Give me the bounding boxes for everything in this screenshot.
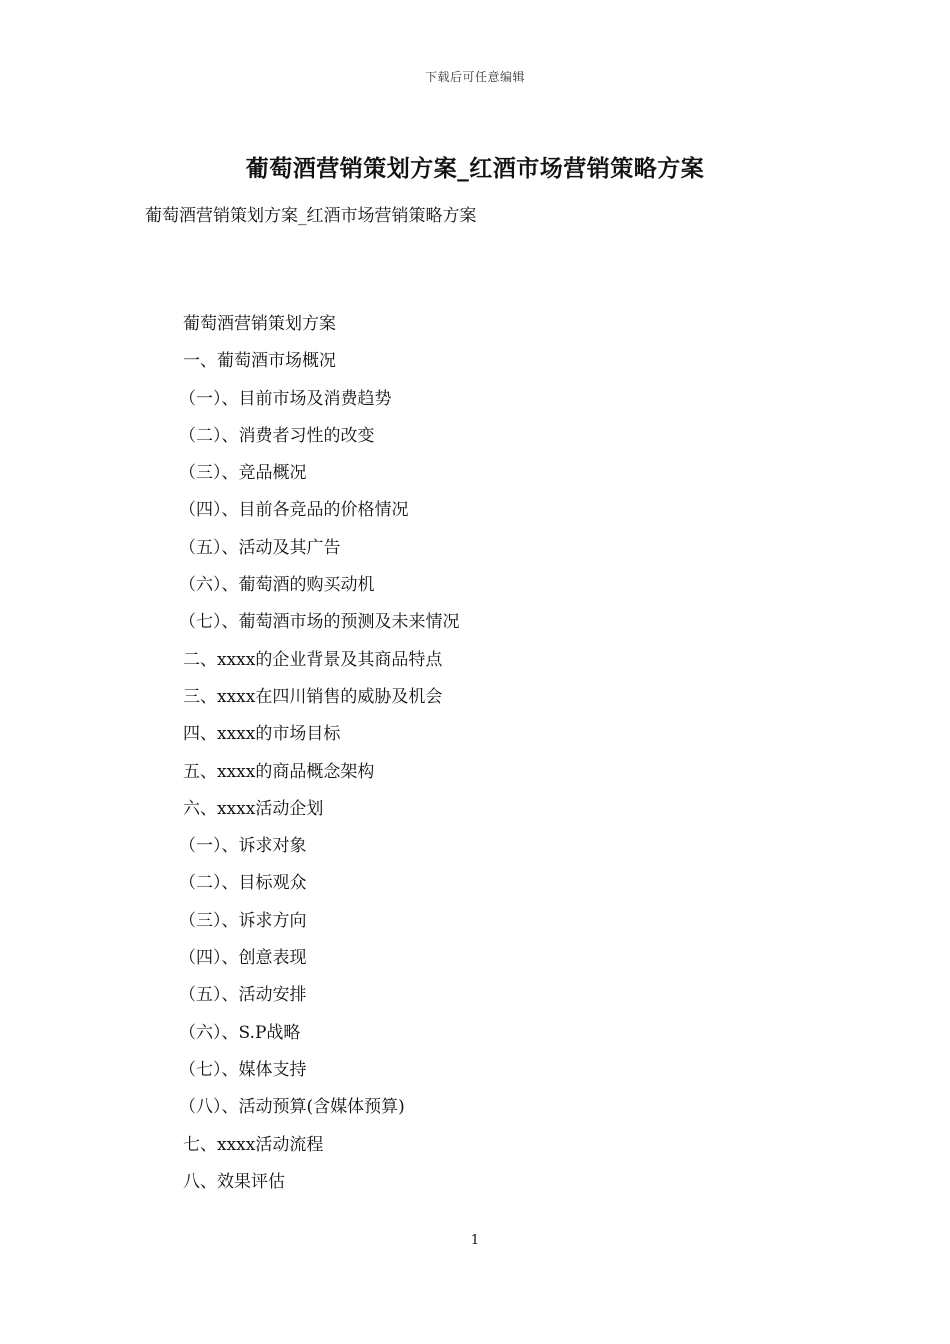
toc-item: （六）、葡萄酒的购买动机: [179, 575, 375, 596]
toc-item: （八）、活动预算(含媒体预算): [179, 1097, 405, 1118]
toc-item: 三、xxxx在四川销售的威胁及机会: [183, 686, 443, 707]
toc-item: （一）、目前市场及消费趋势: [179, 388, 392, 409]
document-title: 葡萄酒营销策划方案_红酒市场营销策略方案: [245, 155, 705, 182]
toc-item: 八、效果评估: [183, 1171, 285, 1192]
toc-item: （五）、活动及其广告: [179, 537, 341, 558]
toc-item: 七、xxxx活动流程: [183, 1134, 324, 1155]
table-of-contents: [179, 310, 460, 1205]
toc-item: 五、xxxx的商品概念架构: [183, 761, 375, 782]
header-note: 下载后可任意编辑: [424, 70, 525, 84]
toc-item: 一、葡萄酒市场概况: [183, 351, 336, 372]
toc-item: 二、xxxx的企业背景及其商品特点: [183, 649, 443, 670]
page-number: 1: [470, 1233, 480, 1248]
toc-item: （二）、消费者习性的改变: [179, 425, 375, 446]
toc-item: （六）、S.P战略: [179, 1022, 301, 1043]
toc-item: （五）、活动安排: [179, 985, 307, 1006]
toc-item: （三）、竞品概况: [179, 463, 307, 484]
toc-item: 六、xxxx活动企划: [183, 798, 324, 819]
toc-item: （七）、葡萄酒市场的预测及未来情况: [179, 612, 460, 633]
toc-item: （三）、诉求方向: [179, 910, 307, 931]
toc-item: （一）、诉求对象: [179, 836, 307, 857]
toc-item: （四）、创意表现: [179, 948, 307, 969]
toc-item: （七）、媒体支持: [179, 1059, 307, 1080]
toc-item: 葡萄酒营销策划方案: [183, 314, 336, 334]
document-subtitle: 葡萄酒营销策划方案_红酒市场营销策略方案: [145, 206, 477, 226]
toc-item: （二）、目标观众: [179, 873, 307, 894]
toc-item: 四、xxxx的市场目标: [183, 724, 341, 745]
toc-item: （四）、目前各竞品的价格情况: [179, 500, 409, 521]
